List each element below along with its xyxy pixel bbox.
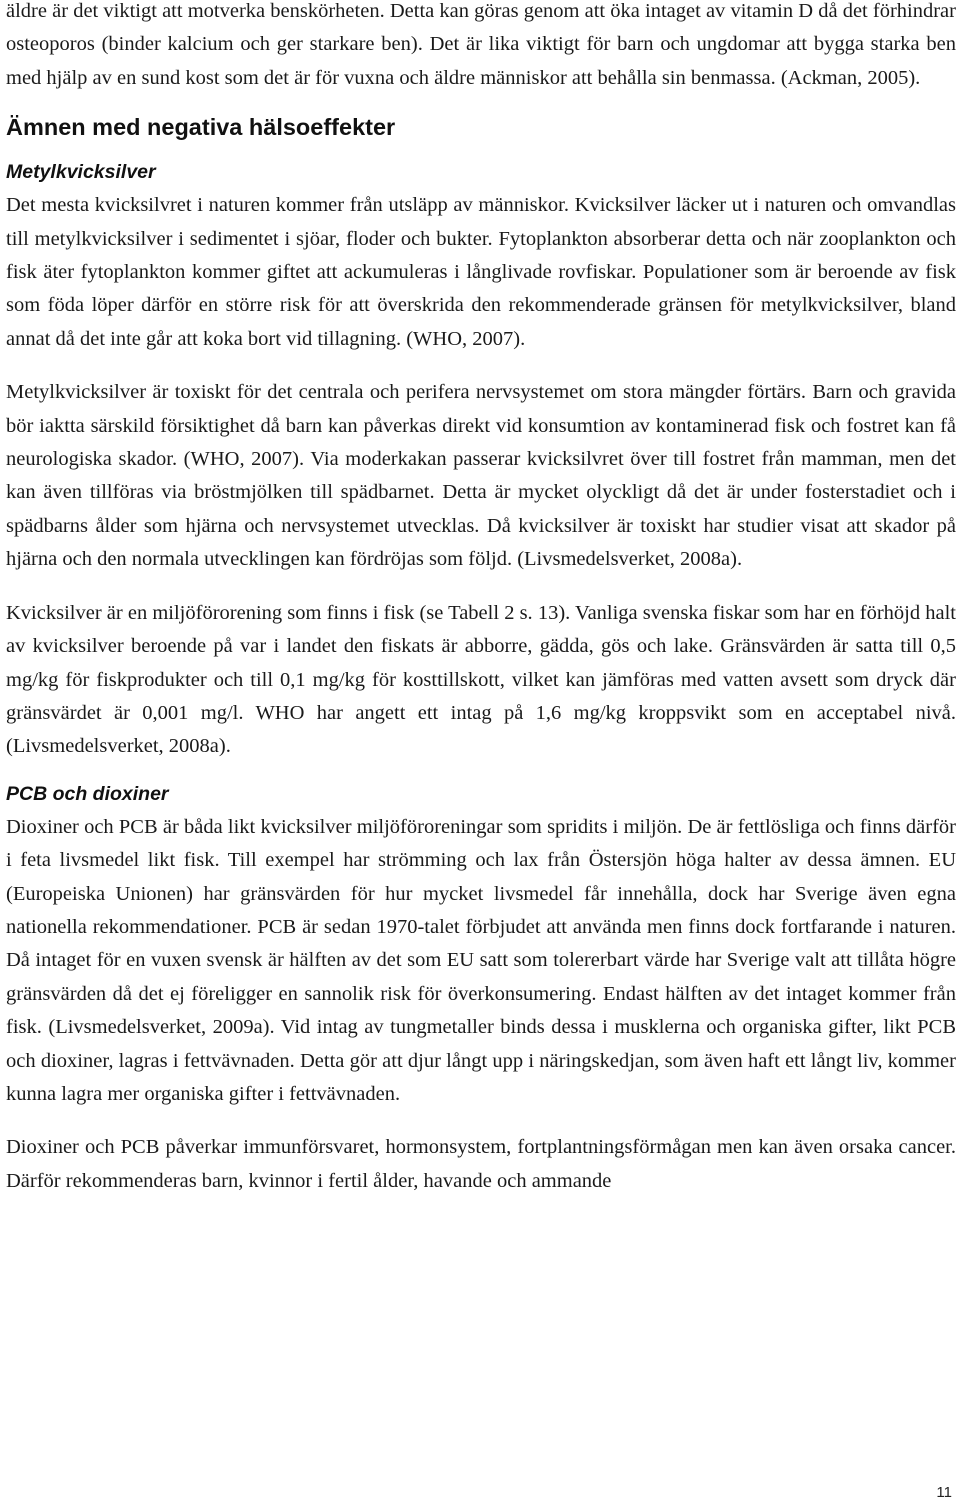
body-paragraph: Dioxiner och PCB påverkar immunförsvaret, hormonsystem, fortplantningsförmågan men kan även orsaka cancer. Därför rekommenderas barn, kvinnor i fertil ålder, havande och ammande — [6, 1136, 956, 1192]
subsection-heading-metylkvicksilver: Metylkvicksilver — [6, 161, 156, 184]
body-paragraph: Kvicksilver är en miljöförorening som finns i fisk (se Tabell 2 s. 13). Vanliga svenska fiskar som har en förhöjd halt av kvicksilver beroende på var i landet den fiskats är abborre, gädda, gös och lake. Gränsvärden är satta till 0,5 mg/kg för fiskprodukter och till 0,1 mg/kg för kosttillskott, vilket kan jämföras med vatten avsett som dryck där gränsvärdet är 0,001 mg/l. WHO har angett ett intag på 1,6 mg/kg kroppsvikt som en acceptabel nivå. (Livsmedelsverket, 2008a). — [6, 601, 956, 758]
intro-paragraph: äldre är det viktigt att motverka benskörheten. Detta kan göras genom att öka intaget av vitamin D då det förhindrar osteoporos (binder kalcium och ger starkare ben). Det är lika viktigt för barn och ungdomar att bygga starka ben med hjälp av en sund kost som det är för vuxna och äldre människor att behålla sin benmassa. (Ackman, 2005). — [6, 0, 956, 89]
page-number: 11 — [936, 1484, 952, 1501]
section-heading: Ämnen med negativa hälsoeffekter — [6, 114, 396, 141]
page-content — [6, 0, 956, 1198]
subsection-heading-pcb-dioxiner: PCB och dioxiner — [6, 782, 169, 805]
body-paragraph: Det mesta kvicksilvret i naturen kommer från utsläpp av människor. Kvicksilver läcker ut i naturen och omvandlas till metylkvicksilver i sedimentet i sjöar, floder och bukter. Fytoplankton absorberar detta och när zooplankton och fisk äter fytoplankton kommer giftet att ackumuleras i långlivade rovfiskar. Populationer som är beroende av fisk som föda löper därför en större risk för att överskrida den rekommenderade gränsen för metylkvicksilver, bland annat då det inte går att koka bort vid tillagning. (WHO, 2007). — [6, 194, 956, 350]
body-paragraph: Metylkvicksilver är toxiskt för det centrala och perifera nervsystemet om stora mängder förtärs. Barn och gravida bör iaktta särskild försiktighet då barn kan påverkas direkt vid konsumtion av kontaminerad fisk och fostret kan få neurologiska skador. (WHO, 2007). Via moderkakan passerar kvicksilvret över till fostret från mamman, men det kan även tillföras via bröstmjölken till spädbarnet. Detta är mycket olyckligt då det är under fosterstadiet och i spädbarns ålder som hjärna och nervsystemet utvecklas. Då kvicksilver är toxiskt har studier visat att skador på hjärna och den normala utvecklingen kan fördröjas som följd. (Livsmedelsverket, 2008a). — [6, 381, 956, 571]
body-paragraph: Dioxiner och PCB är båda likt kvicksilver miljöföroreningar som spridits i miljön. De är fettlösliga och finns därför i feta livsmedel likt fisk. Till exempel har strömming och lax från Östersjön höga halter av dessa ämnen. EU (Europeiska Unionen) har gränsvärden för hur mycket livsmedel får innehålla, dock har Sverige även egna nationella rekommendationer. PCB är sedan 1970-talet förbjudet att använda men finns dock fortfarande i naturen. Då intaget för en vuxen svensk är hälften av det som EU satt som tolererbart värde har Sverige valt att tillåta högre gränsvärden då det ej föreligger en sannolik risk för överkonsumering. Endast hälften av det intaget kommer från fisk. (Livsmedelsverket, 2009a). Vid intag av tungmetaller binds dessa i musklerna och organiska gifter, likt PCB och dioxiner, lagras i fettvävnaden. Detta gör att djur långt upp i näringskedjan, som även haft ett långt liv, kommer kunna lagra mer organiska gifter i fettvävnaden. — [6, 815, 956, 1105]
